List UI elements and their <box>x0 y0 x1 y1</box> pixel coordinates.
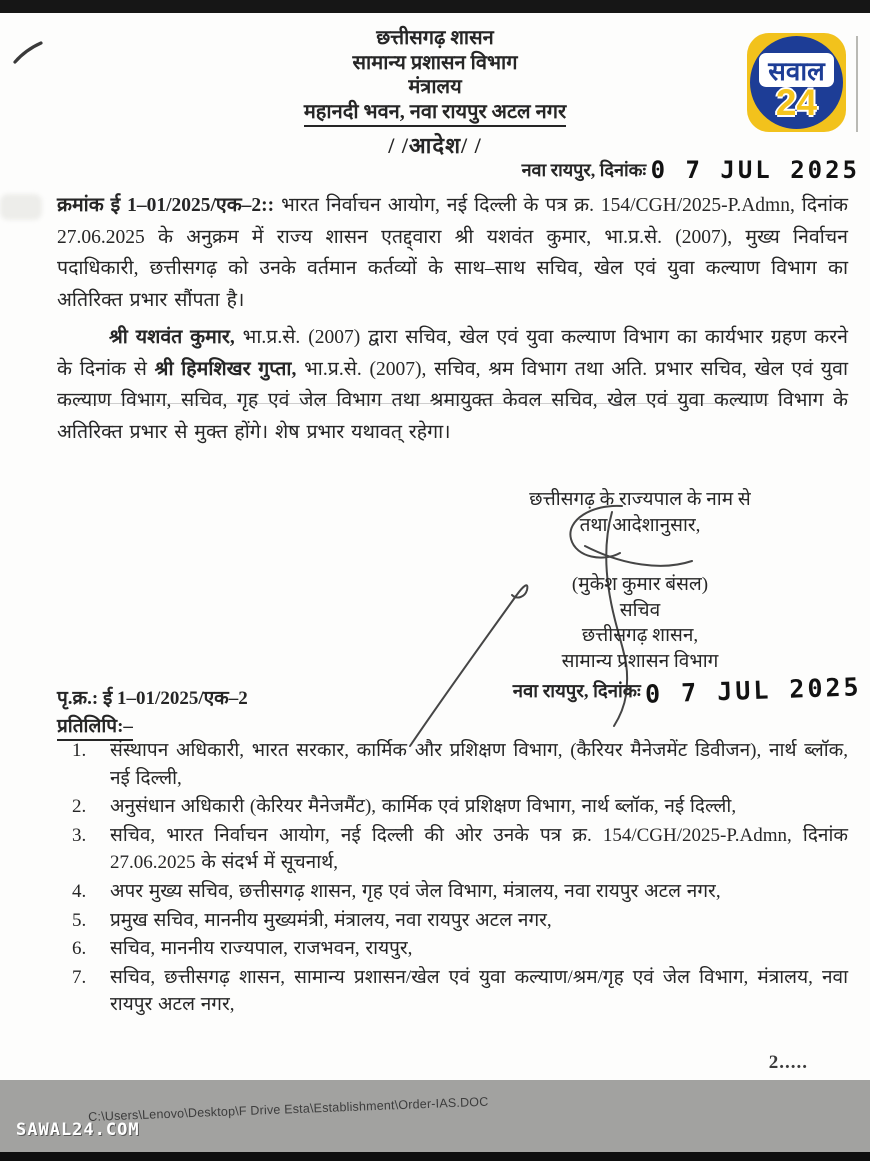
scan-edge-bottom <box>0 1152 870 1161</box>
order-paragraph-2 <box>57 322 848 448</box>
copy-list-item: प्रमुख सचिव, माननीय मुख्यमंत्री, मंत्रालय, नवा रायपुर अटल नगर, <box>110 909 552 931</box>
copy-list-item: सचिव, माननीय राज्यपाल, राजभवन, रायपुर, <box>110 938 413 960</box>
authority-lines <box>470 487 810 539</box>
ministry-name: मंत्रालय <box>408 76 462 98</box>
copy-list-item: संस्थापन अधिकारी, भारत सरकार, कार्मिक और प्रशिक्षण विभाग, (कैरियर मैनेजमेंट डिवीजन), नार्थ ब्लॉक, नई दिल्ली, <box>110 740 848 789</box>
scan-smudge <box>0 194 42 220</box>
signatory-block <box>460 572 820 674</box>
org-name: छत्तीसगढ़ शासन <box>376 27 494 49</box>
order-heading: / /आदेश/ / <box>388 133 482 158</box>
order-paragraph-2-text-b: भा.प्र.से. (2007), सचिव, श्रम विभाग तथा अति. प्रभार सचिव, खेल एवं युवा कल्याण विभाग, सचिव, गृह एवं जेल विभाग तथा श्रमायुक्त केवल सचिव, खेल एवं युवा कल्याण विभाग के अतिरिक्त प्रभार से मुक्त होंगे। शेष प्रभार यथावत् रहेगा। <box>57 358 848 443</box>
next-page-indicator: 2..... <box>768 1052 808 1073</box>
dept-name: सामान्य प्रशासन विभाग <box>352 51 518 74</box>
address-line: महानदी भवन, नवा रायपुर अटल नगर <box>304 100 566 128</box>
endorsement-reference: पृ.क्र.: ई 1–01/2025/एक–2 <box>57 688 248 709</box>
date-stamp-bottom: 0 7 JUL 2025 <box>644 672 863 709</box>
copy-to-list <box>57 737 848 1020</box>
document-file-path: C:\Users\Lenovo\Desktop\F Drive Esta\Establishment\Order-IAS.DOC <box>88 1094 489 1124</box>
signatory-designation: सचिव <box>619 599 661 621</box>
order-paragraph-1-text: भारत निर्वाचन आयोग, नई दिल्ली के पत्र क्र. 154/CGH/2025-P.Admn, दिनांक 27.06.2025 के अनुक्रम में राज्य शासन एतद्द्वारा श्री यशवंत कुमार, भा.प्र.से. (2007), मुख्य निर्वाचन पदाधिकारी, छत्तीसगढ़ को उनके वर्तमान कर्तव्यों के साथ–साथ सचिव, खेल एवं युवा कल्याण विभाग का अतिरिक्त प्रभार सौंपता है। <box>57 195 848 311</box>
signatory-org-1: छत्तीसगढ़ शासन, <box>581 625 699 646</box>
date-stamp-top: 0 7 JUL 2025 <box>650 156 860 184</box>
logo-text: सवाल <box>759 53 834 87</box>
order-paragraph-2-text-a: भा.प्र.से. (2007) द्वारा सचिव, खेल एवं युवा कल्याण विभाग का कार्यभार ग्रहण करने के दिनांक से <box>57 327 849 380</box>
officer-name-2: श्री हिमशिखर गुप्ता, <box>154 358 297 380</box>
order-reference-number: क्रमांक ई 1–01/2025/एक–2:: <box>57 195 275 216</box>
dateline-top <box>522 156 860 184</box>
scan-artifact-line <box>57 403 769 404</box>
letterhead <box>0 26 870 127</box>
signatory-name: (मुकेश कुमार बंसल) <box>571 574 709 595</box>
copy-list-item: अपर मुख्य सचिव, छत्तीसगढ़ शासन, गृह एवं जेल विभाग, मंत्रालय, नवा रायपुर अटल नगर, <box>110 880 721 902</box>
copy-list-item: अनुसंधान अधिकारी (केरियर मैनेजमैंट), कार्मिक एवं प्रशिक्षण विभाग, नार्थ ब्लॉक, नई दिल्ली, <box>110 796 737 818</box>
copy-list-item: सचिव, छत्तीसगढ़ शासन, सामान्य प्रशासन/खेल एवं युवा कल्याण/श्रम/गृह एवं जेल विभाग, मंत्रालय, नवा रायपुर अटल नगर, <box>110 966 848 1016</box>
copy-list-item: सचिव, भारत निर्वाचन आयोग, नई दिल्ली की ओर उनके पत्र क्र. 154/CGH/2025-P.Admn, दिनांक 27.06.2025 के संदर्भ में सूचनार्थ, <box>110 824 848 874</box>
dateline-bottom-label: नवा रायपुर, दिनांकः <box>512 682 646 702</box>
authority-line-1: छत्तीसगढ़ के राज्यपाल के नाम से <box>529 489 751 510</box>
dateline-bottom <box>512 672 863 709</box>
officer-name-1: श्री यशवंत कुमार, <box>109 327 235 348</box>
order-paragraph-1 <box>57 190 848 316</box>
scan-edge-top <box>0 0 870 13</box>
logo-number: 24 <box>775 82 818 123</box>
sawal24-watermark: SAWAL24.COM <box>16 1120 140 1140</box>
signatory-org-2: सामान्य प्रशासन विभाग <box>561 650 719 672</box>
copy-to-label: प्रतिलिपि:– <box>57 712 133 741</box>
authority-line-2: तथा आदेशानुसार, <box>579 515 701 536</box>
dateline-top-label: नवा रायपुर, दिनांकः <box>521 160 651 180</box>
